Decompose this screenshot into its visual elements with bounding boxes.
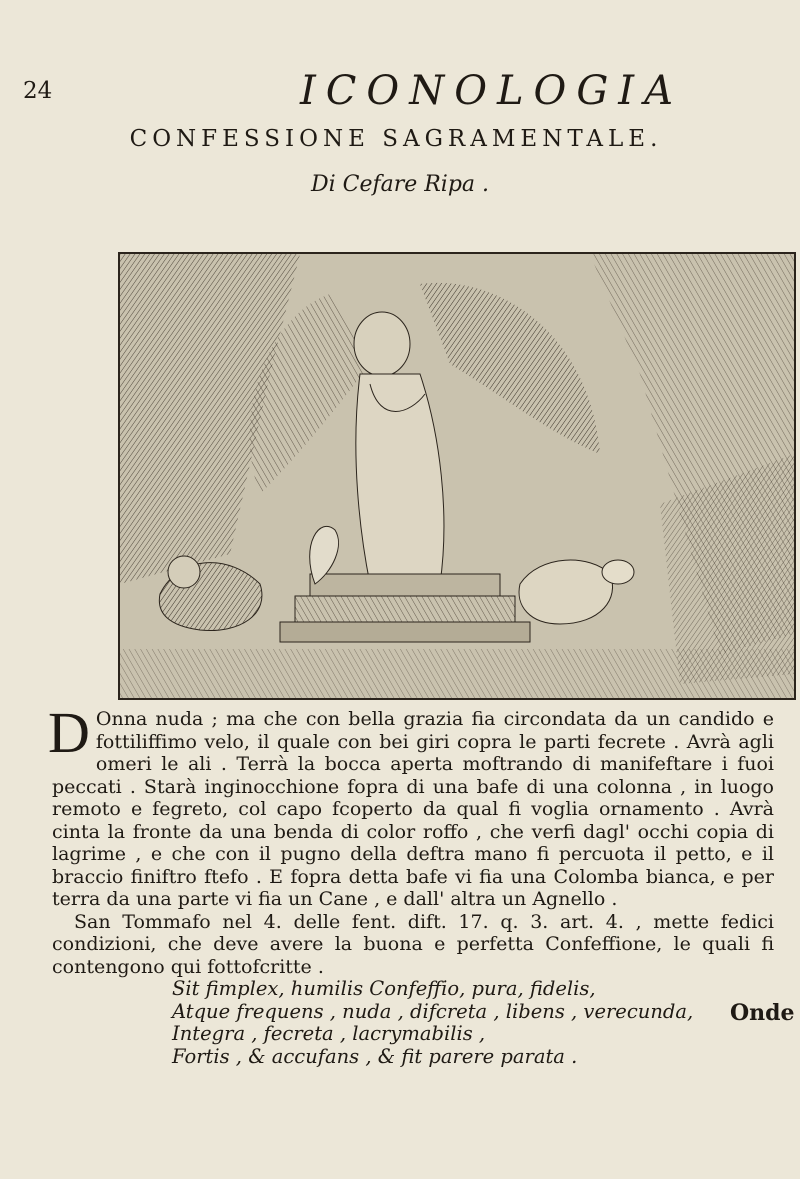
column-base-icon — [280, 574, 530, 642]
verse-line-3: Integra , fecreta , lacrymabilis , — [172, 1022, 486, 1045]
paragraph-2: San Tommafo nel 4. delle fent. dift. 17. q. 3. art. 4. , mette fedici condizioni, che deve avere la buona e perfetta Confeffione, le quali fi contengono qui fottofcritte . — [52, 910, 774, 978]
engraving-plate — [118, 252, 796, 700]
running-head: ICONOLOGIA — [300, 68, 683, 114]
verse-line-1: Sit fimplex, humilis Confeffio, pura, fidelis, — [172, 977, 596, 1000]
drop-cap: D — [48, 700, 90, 765]
body-text — [48, 700, 774, 1068]
page-number: 24 — [23, 78, 53, 104]
verse-line-4: Fortis , & accufans , & fit parere parata . — [172, 1044, 578, 1068]
paragraph-1-first-line: Onna nuda ; ma che con bella grazia fia circondata da un candido e — [95, 708, 774, 730]
author-line: Di Cefare Ripa . — [310, 172, 490, 197]
chapter-title: CONFESSIONE SAGRAMENTALE. — [129, 126, 663, 152]
paragraph-1: fottiliffimo velo, il quale con bei giri copra le parti fecrete . Avrà agli omeri le ali . Terrà la bocca aperta moftrando di manifeftare i fuoi peccati . Starà inginocchione fopra di una bafe di una colonna , in luogo remoto e fegreto, col capo fcoperto da qual fi voglia ornamento . Avrà cinta la fronte da una benda di color roffo , che verfi dagl' occhi copia di lagrime , e che con il pugno della deftra mano fi percuota il petto, e il braccio finiftro ftefo . E fopra detta bafe vi fia una Colomba bianca, e per terra da una parte vi fia un Cane , e dall' altra un Agnello . — [52, 730, 774, 910]
verse-line-2: Atque frequens , nuda , difcreta , libens , verecunda, — [172, 999, 694, 1023]
catchword: Onde — [730, 1000, 795, 1026]
